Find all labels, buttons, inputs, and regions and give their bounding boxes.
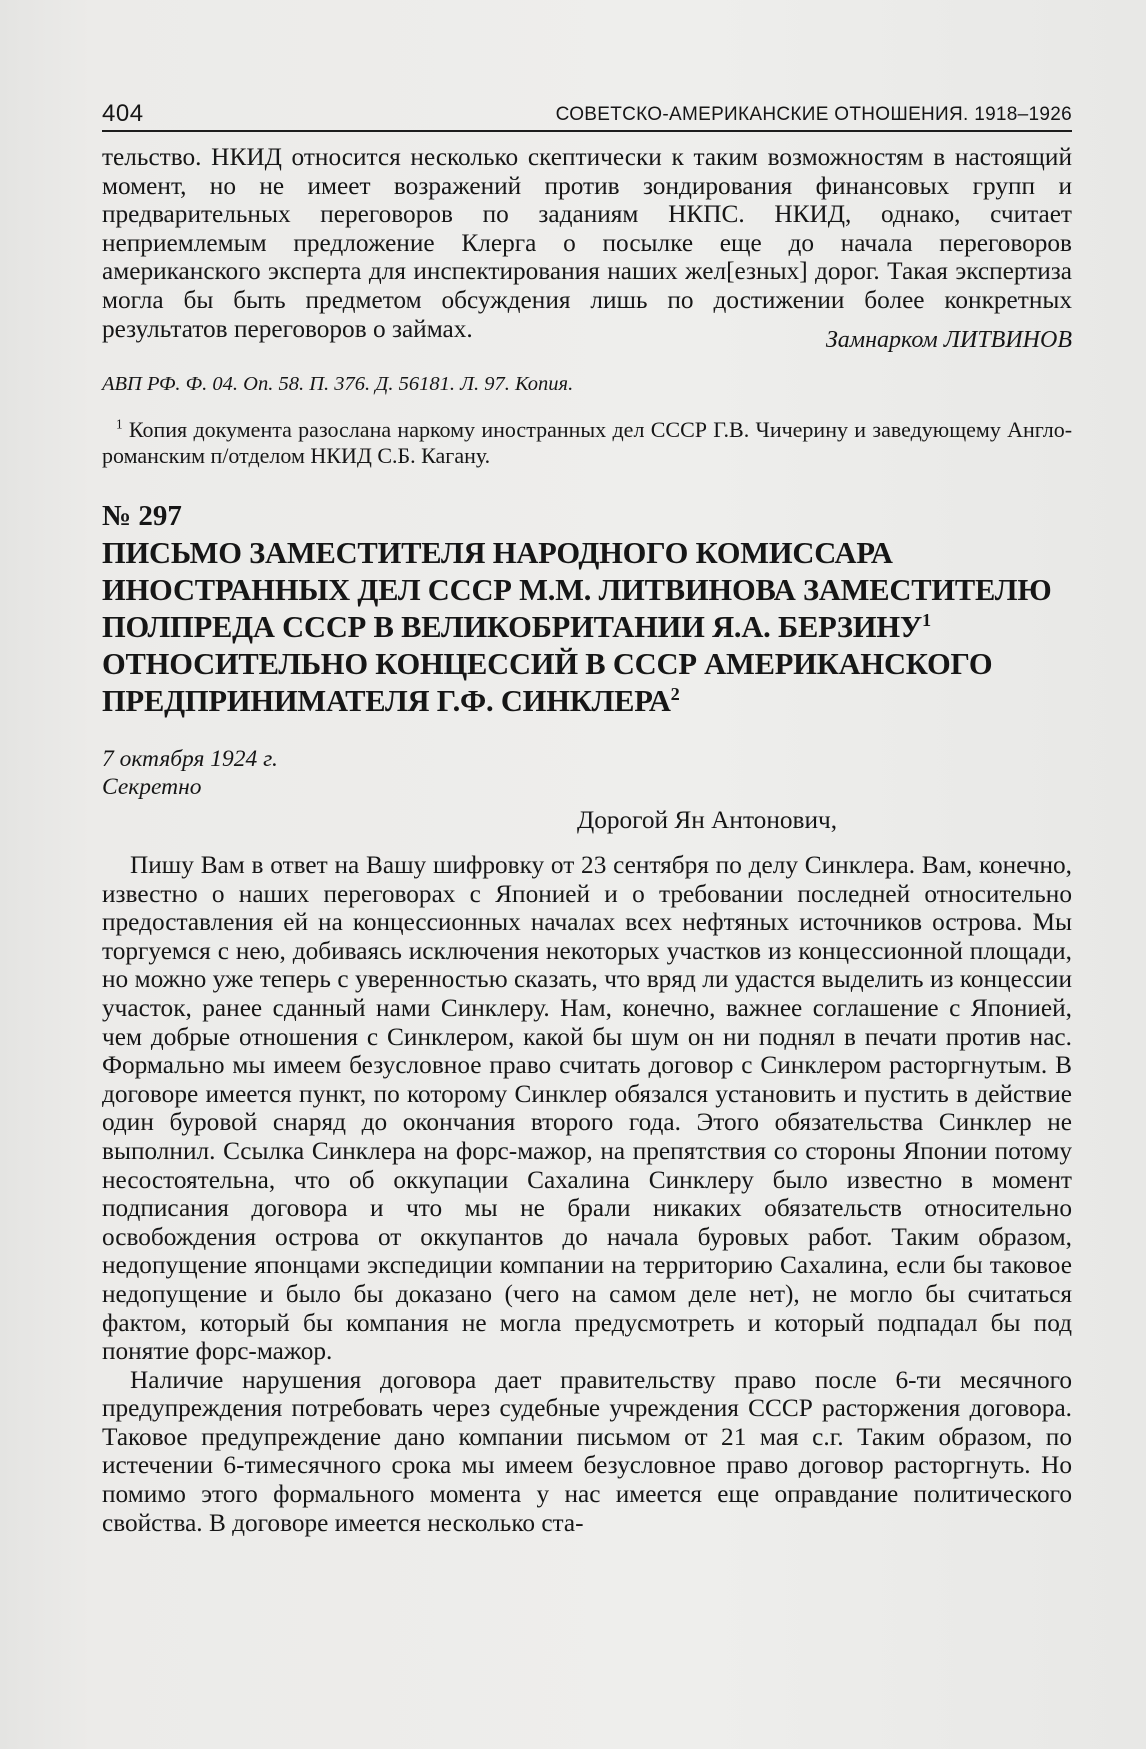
signature: Замнарком ЛИТВИНОВ xyxy=(825,327,1072,353)
running-title: СОВЕТСКО-АМЕРИКАНСКИЕ ОТНОШЕНИЯ. 1918–1926 xyxy=(555,104,1072,125)
archive-reference: АВП РФ. Ф. 04. Оп. 58. П. 376. Д. 56181. Л. 97. Копия. xyxy=(102,373,574,395)
continuation-paragraph: тельство. НКИД относится несколько скептически к таким возможностям в настоящий момент, но не имеет возражений против зондирования финансовых групп и предварительных переговоров по заданиям НКПС. НКИД, однако, считает неприемлемым предложение Клерга о посылке еще до начала переговоров американского эксперта для инспектирования наших жел[езных] дорог. Такая экспертиза могла бы быть предметом обсуждения лишь по достижении более конкретных результатов переговоров о займах. xyxy=(102,143,1072,343)
footnote-text: Копия документа разослана наркому иностранных дел СССР Г.В. Чичерину и заведующему Англо-романским п/отделом НКИД С.Б. Кагану. xyxy=(102,417,1073,468)
document-title xyxy=(102,535,1072,720)
document-title-part1: ПИСЬМО ЗАМЕСТИТЕЛЯ НАРОДНОГО КОМИССАРА ИНОСТРАННЫХ ДЕЛ СССР М.М. ЛИТВИНОВА ЗАМЕСТИТЕЛЮ ПОЛПРЕДА СССР В ВЕЛИКОБРИТАНИИ Я.А. БЕРЗИНУ xyxy=(102,536,1052,644)
document-number: № 297 xyxy=(102,500,182,532)
footnote xyxy=(102,417,1072,469)
document-classification: Секретно xyxy=(102,774,202,800)
letter-paragraph-2: Наличие нарушения договора дает правительству право после 6-ти месячного предупреждения потребовать через судебные учреждения СССР расторжения договора. Таковое предупреждение дано компании письмом от 21 мая с.г. Таким образом, по истечении 6-тимесячного срока мы имеем безусловное право договор расторгнуть. Но помимо этого формального момента у нас имеется еще оправдание политического свойства. В договоре имеется несколько ста- xyxy=(102,1365,1072,1537)
letter-body xyxy=(102,851,1072,1537)
page-number: 404 xyxy=(102,100,144,127)
continuation-text-block xyxy=(102,143,1072,343)
letter-paragraph-1: Пишу Вам в ответ на Вашу шифровку от 23 сентября по делу Синклера. Вам, конечно, известно о наших переговорах с Японией и о требовании последней относительно предоставления ей на концессионных началах всех нефтяных источников острова. Мы торгуемся с нею, добиваясь исключения некоторых участков из концессионной площади, но можно уже теперь с уверенностью сказать, что вряд ли удастся выделить из концессии участок, ранее сданный нами Синклеру. Нам, конечно, важнее соглашение с Японией, чем добрые отношения с Синклером, какой бы шум он ни поднял в печати против нас. Формально мы имеем безусловное право считать договор с Синклером расторгнутым. В договоре имеется пункт, по которому Синклер обязался установить и пустить в действие один буровой снаряд до окончания второго года. Этого обязательства Синклер не выполнил. Ссылка Синклера на форс-мажор, на препятствия со стороны Японии потому несостоятельна, что об оккупации Сахалина Синклеру было известно в момент подписания договора и что мы не брали никаких обязательств относительно освобождения острова от оккупантов до начала буровых работ. Таким образом, недопущение японцами экспедиции компании на территорию Сахалина, если бы таковое недопущение и было бы доказано (чего на самом деле нет), не могло бы считаться фактом, который бы компания не могла предусмотреть и который подпадал бы под понятие форс-мажор. xyxy=(102,851,1072,1366)
salutation: Дорогой Ян Антонович, xyxy=(576,806,838,834)
footnote-marker: 1 xyxy=(116,416,123,432)
title-note-marker-2: 2 xyxy=(670,683,680,704)
document-date: 7 октября 1924 г. xyxy=(102,746,278,772)
document-title-part2: ОТНОСИТЕЛЬНО КОНЦЕССИЙ В СССР АМЕРИКАНСКОГО ПРЕДПРИНИМАТЕЛЯ Г.Ф. СИНКЛЕРА xyxy=(102,647,993,718)
title-note-marker-1: 1 xyxy=(922,609,931,630)
running-header xyxy=(102,100,1072,132)
